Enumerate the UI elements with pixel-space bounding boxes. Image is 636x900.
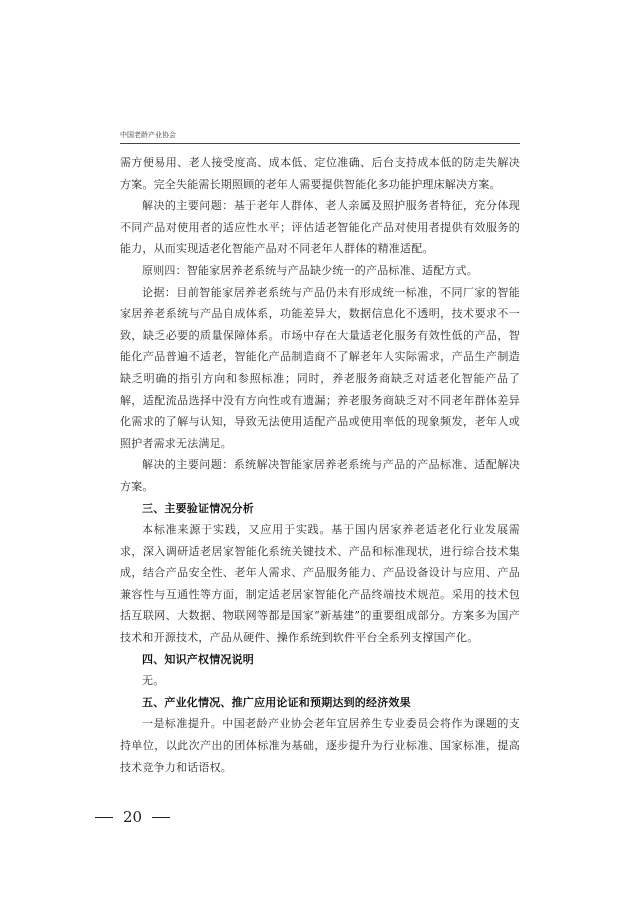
page-number: 20 (123, 808, 143, 826)
folio-dash-left (95, 817, 113, 818)
paragraph: 解决的主要问题：基于老年人群体、老人亲属及照护服务者特征，充分体现不同产品对使用者的适应性水平；评估适老智能化产品对使用者提供有效服务的能力，从而实现适老化智能产品对不同老年人群体的精准适配。 (120, 199, 520, 256)
folio-dash-right (152, 817, 170, 818)
section-heading: 四、知识产权情况说明 (142, 652, 254, 666)
body-text (120, 152, 520, 778)
section-heading: 五、产业化情况、推广应用论证和预期达到的经济效果 (142, 695, 411, 709)
page-number-footer (95, 808, 170, 826)
running-header: 中国老龄产业协会 (120, 131, 176, 139)
paragraph: 解决的主要问题：系统解决智能家居养老系统与产品的产品标准、适配解决方案。 (120, 458, 520, 493)
paragraph: 无。 (142, 674, 165, 688)
section-heading: 三、主要验证情况分析 (142, 501, 254, 515)
paragraph: 一是标准提升。中国老龄产业协会老年宜居养生专业委员会将作为课题的支持单位，以此次产出的团体标准为基础，逐步提升为行业标准、国家标准，提高技术竞争力和话语权。 (120, 717, 520, 774)
header-rule (120, 143, 520, 144)
paragraph: 原则四：智能家居养老系统与产品缺少统一的产品标准、适配方式。 (142, 263, 478, 277)
paragraph: 论据：目前智能家居养老系统与产品仍未有形成统一标准，不同厂家的智能家居养老系统与产品自成体系，功能差异大，数据信息化不透明，技术要求不一致，缺乏必要的质量保障体系。市场中存在大量适老化服务有效性低的产品，智能化产品普遍不适老，智能化产品制造商不了解老年人实际需求，产品生产制造缺乏明确的指引方向和参照标准；同时，养老服务商缺乏对适老化智能产品了解，适配流品选择中没有方向性或有遗漏；养老服务商缺乏对不同老年群体差异化需求的了解与认知，导致无法使用适配产品或使用率低的现象频发，老年人或照护者需求无法满足。 (120, 285, 520, 450)
paragraph: 本标准来源于实践，又应用于实践。基于国内居家养老适老化行业发展需求，深入调研适老居家智能化系统关键技术、产品和标准现状，进行综合技术集成，结合产品安全性、老年人需求、产品服务能力、产品设备设计与应用、产品兼容性与互通性等方面，制定适老居家智能化产品终端技术规范。采用的技术包括互联网、大数据、物联网等都是国家“新基建”的重要组成部分。方案多为国产技术和开源技术，产品从硬件、操作系统到软件平台全系列支撑国产化。 (120, 523, 520, 645)
paragraph: 需方便易用、老人接受度高、成本低、定位准确、后台支持成本低的防走失解决方案。完全失能需长期照顾的老年人需要提供智能化多功能护理床解决方案。 (120, 156, 520, 191)
